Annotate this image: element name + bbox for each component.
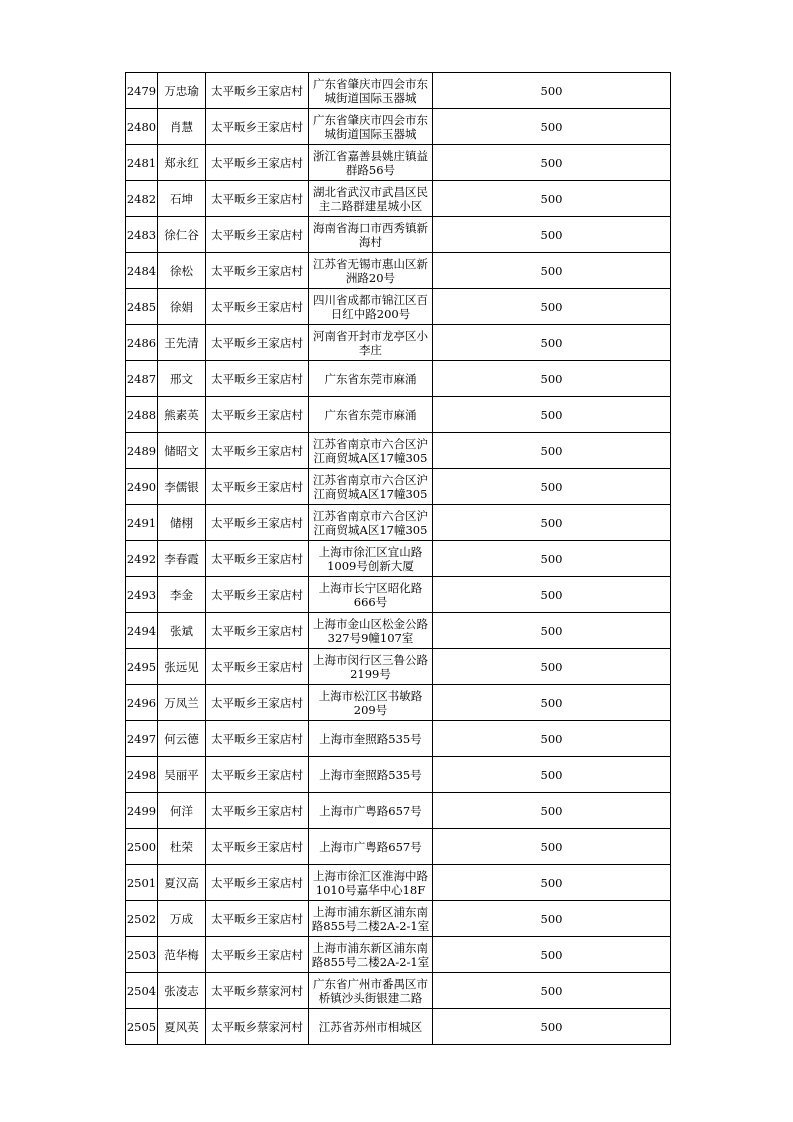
amount-cell: 500: [433, 829, 671, 865]
amount-cell: 500: [433, 217, 671, 253]
address-text: 浙江省嘉善县姚庄镇益群路56号: [313, 148, 428, 177]
name-cell: 熊素英: [158, 397, 206, 433]
table-row: [126, 757, 671, 793]
row-number-cell: 2496: [126, 685, 158, 721]
row-number-cell: 2487: [126, 361, 158, 397]
address-cell: [309, 397, 433, 433]
amount-cell: 500: [433, 973, 671, 1009]
table-row: [126, 469, 671, 505]
row-number-cell: 2497: [126, 721, 158, 757]
table-row: [126, 793, 671, 829]
table-row: [126, 181, 671, 217]
address-cell: [309, 505, 433, 541]
row-number-cell: 2484: [126, 253, 158, 289]
village-cell: 太平畈乡王家店村: [206, 253, 309, 289]
name-cell: 夏风英: [158, 1009, 206, 1045]
amount-cell: 500: [433, 181, 671, 217]
address-cell: [309, 109, 433, 145]
name-cell: 李金: [158, 577, 206, 613]
village-cell: 太平畈乡王家店村: [206, 937, 309, 973]
name-cell: 徐松: [158, 253, 206, 289]
address-cell: [309, 865, 433, 901]
name-cell: 张远见: [158, 649, 206, 685]
address-cell: [309, 289, 433, 325]
address-text: 河南省开封市龙亭区小李庄: [313, 328, 428, 357]
address-cell: [309, 145, 433, 181]
address-text: 上海市广粤路657号: [319, 803, 422, 818]
address-cell: [309, 73, 433, 109]
address-text: 上海市广粤路657号: [319, 839, 422, 854]
name-cell: 吴丽平: [158, 757, 206, 793]
amount-cell: 500: [433, 253, 671, 289]
table-row: [126, 973, 671, 1009]
amount-cell: 500: [433, 577, 671, 613]
village-cell: 太平畈乡王家店村: [206, 325, 309, 361]
name-cell: 李春霞: [158, 541, 206, 577]
amount-cell: 500: [433, 361, 671, 397]
address-text: 上海市徐汇区宜山路1009号创新大厦: [318, 544, 423, 573]
row-number-cell: 2494: [126, 613, 158, 649]
row-number-cell: 2498: [126, 757, 158, 793]
village-cell: 太平畈乡王家店村: [206, 361, 309, 397]
village-cell: 太平畈乡王家店村: [206, 73, 309, 109]
row-number-cell: 2490: [126, 469, 158, 505]
amount-cell: 500: [433, 865, 671, 901]
village-cell: 太平畈乡王家店村: [206, 577, 309, 613]
table-row: [126, 865, 671, 901]
address-text: 海南省海口市西秀镇新海村: [313, 220, 428, 249]
row-number-cell: 2500: [126, 829, 158, 865]
amount-cell: 500: [433, 613, 671, 649]
name-cell: 何洋: [158, 793, 206, 829]
village-cell: 太平畈乡王家店村: [206, 757, 309, 793]
address-text: 上海市徐汇区淮海中路1010号嘉华中心18F: [313, 868, 428, 897]
address-text: 广东省东莞市麻涌: [324, 371, 417, 386]
table-row: [126, 613, 671, 649]
address-cell: [309, 469, 433, 505]
address-text: 广东省东莞市麻涌: [324, 407, 417, 422]
row-number-cell: 2486: [126, 325, 158, 361]
name-cell: 万凤兰: [158, 685, 206, 721]
address-cell: [309, 613, 433, 649]
address-text: 江苏省苏州市相城区: [318, 1019, 423, 1034]
table-row: [126, 109, 671, 145]
village-cell: 太平畈乡王家店村: [206, 397, 309, 433]
row-number-cell: 2492: [126, 541, 158, 577]
address-cell: [309, 541, 433, 577]
amount-cell: 500: [433, 937, 671, 973]
address-cell: [309, 685, 433, 721]
row-number-cell: 2488: [126, 397, 158, 433]
address-cell: [309, 325, 433, 361]
table-row: [126, 829, 671, 865]
name-cell: 夏汉高: [158, 865, 206, 901]
village-cell: 太平畈乡王家店村: [206, 217, 309, 253]
name-cell: 万忠瑜: [158, 73, 206, 109]
address-cell: [309, 649, 433, 685]
address-text: 江苏省南京市六合区沪江商贸城A区17幢305: [313, 508, 428, 537]
address-text: 上海市长宁区昭化路666号: [318, 580, 423, 609]
table-row: [126, 397, 671, 433]
address-cell: [309, 937, 433, 973]
name-cell: 张斌: [158, 613, 206, 649]
amount-cell: 500: [433, 289, 671, 325]
row-number-cell: 2504: [126, 973, 158, 1009]
records-table: [125, 72, 671, 1045]
row-number-cell: 2493: [126, 577, 158, 613]
amount-cell: 500: [433, 145, 671, 181]
amount-cell: 500: [433, 1009, 671, 1045]
name-cell: 张凌志: [158, 973, 206, 1009]
table-row: [126, 289, 671, 325]
address-text: 广东省广州市番禺区市桥镇沙头街银建二路: [313, 976, 428, 1005]
name-cell: 石坤: [158, 181, 206, 217]
row-number-cell: 2505: [126, 1009, 158, 1045]
address-text: 四川省成都市锦江区百日红中路200号: [313, 292, 428, 321]
row-number-cell: 2499: [126, 793, 158, 829]
name-cell: 范华梅: [158, 937, 206, 973]
address-text: 上海市浦东新区浦东南路855号二楼2A-2-1室: [311, 940, 430, 969]
amount-cell: 500: [433, 433, 671, 469]
village-cell: 太平畈乡王家店村: [206, 865, 309, 901]
village-cell: 太平畈乡王家店村: [206, 289, 309, 325]
village-cell: 太平畈乡王家店村: [206, 433, 309, 469]
amount-cell: 500: [433, 541, 671, 577]
name-cell: 何云德: [158, 721, 206, 757]
village-cell: 太平畈乡王家店村: [206, 685, 309, 721]
address-cell: [309, 577, 433, 613]
table-row: [126, 1009, 671, 1045]
name-cell: 李儒银: [158, 469, 206, 505]
name-cell: 储栩: [158, 505, 206, 541]
village-cell: 太平畈乡王家店村: [206, 829, 309, 865]
address-cell: [309, 253, 433, 289]
table-row: [126, 721, 671, 757]
address-text: 上海市松江区书敏路209号: [318, 688, 423, 717]
address-cell: [309, 721, 433, 757]
village-cell: 太平畈乡王家店村: [206, 793, 309, 829]
row-number-cell: 2480: [126, 109, 158, 145]
table-row: [126, 505, 671, 541]
address-text: 上海市奎照路535号: [319, 767, 422, 782]
row-number-cell: 2501: [126, 865, 158, 901]
address-text: 江苏省无锡市惠山区新洲路20号: [313, 256, 428, 285]
table-row: [126, 937, 671, 973]
row-number-cell: 2489: [126, 433, 158, 469]
name-cell: 邢文: [158, 361, 206, 397]
village-cell: 太平畈乡王家店村: [206, 541, 309, 577]
village-cell: 太平畈乡王家店村: [206, 721, 309, 757]
address-cell: [309, 433, 433, 469]
row-number-cell: 2482: [126, 181, 158, 217]
table-row: [126, 577, 671, 613]
amount-cell: 500: [433, 505, 671, 541]
address-text: 湖北省武汉市武昌区民主二路群建星城小区: [313, 184, 428, 213]
address-text: 广东省肇庆市四会市东城街道国际玉器城: [313, 112, 428, 141]
row-number-cell: 2483: [126, 217, 158, 253]
name-cell: 储昭文: [158, 433, 206, 469]
address-text: 上海市金山区松金公路327号9幢107室: [313, 616, 428, 645]
row-number-cell: 2485: [126, 289, 158, 325]
amount-cell: 500: [433, 757, 671, 793]
name-cell: 万成: [158, 901, 206, 937]
table-row: [126, 253, 671, 289]
amount-cell: 500: [433, 325, 671, 361]
village-cell: 太平畈乡王家店村: [206, 145, 309, 181]
name-cell: 徐娟: [158, 289, 206, 325]
name-cell: 肖慧: [158, 109, 206, 145]
row-number-cell: 2491: [126, 505, 158, 541]
amount-cell: 500: [433, 469, 671, 505]
village-cell: 太平畈乡蔡家河村: [206, 1009, 309, 1045]
table-row: [126, 145, 671, 181]
address-cell: [309, 793, 433, 829]
table-row: [126, 901, 671, 937]
address-cell: [309, 181, 433, 217]
table-row: [126, 685, 671, 721]
row-number-cell: 2479: [126, 73, 158, 109]
table-row: [126, 649, 671, 685]
village-cell: 太平畈乡王家店村: [206, 505, 309, 541]
table-row: [126, 325, 671, 361]
address-cell: [309, 829, 433, 865]
address-cell: [309, 973, 433, 1009]
row-number-cell: 2495: [126, 649, 158, 685]
table-row: [126, 361, 671, 397]
village-cell: 太平畈乡王家店村: [206, 181, 309, 217]
village-cell: 太平畈乡王家店村: [206, 469, 309, 505]
row-number-cell: 2502: [126, 901, 158, 937]
address-cell: [309, 1009, 433, 1045]
address-cell: [309, 901, 433, 937]
village-cell: 太平畈乡王家店村: [206, 901, 309, 937]
address-cell: [309, 757, 433, 793]
address-text: 上海市闵行区三鲁公路2199号: [313, 652, 428, 681]
village-cell: 太平畈乡蔡家河村: [206, 973, 309, 1009]
amount-cell: 500: [433, 649, 671, 685]
address-text: 广东省肇庆市四会市东城街道国际玉器城: [313, 76, 428, 105]
amount-cell: 500: [433, 793, 671, 829]
address-text: 上海市浦东新区浦东南路855号二楼2A-2-1室: [311, 904, 430, 933]
amount-cell: 500: [433, 397, 671, 433]
name-cell: 杜荣: [158, 829, 206, 865]
records-table-body: [126, 73, 671, 1045]
table-row: [126, 433, 671, 469]
table-row: [126, 541, 671, 577]
village-cell: 太平畈乡王家店村: [206, 649, 309, 685]
amount-cell: 500: [433, 901, 671, 937]
address-text: 江苏省南京市六合区沪江商贸城A区17幢305: [313, 436, 428, 465]
address-text: 上海市奎照路535号: [319, 731, 422, 746]
amount-cell: 500: [433, 685, 671, 721]
village-cell: 太平畈乡王家店村: [206, 613, 309, 649]
table-row: [126, 73, 671, 109]
address-cell: [309, 361, 433, 397]
amount-cell: 500: [433, 109, 671, 145]
amount-cell: 500: [433, 721, 671, 757]
row-number-cell: 2481: [126, 145, 158, 181]
name-cell: 王先清: [158, 325, 206, 361]
village-cell: 太平畈乡王家店村: [206, 109, 309, 145]
table-row: [126, 217, 671, 253]
amount-cell: 500: [433, 73, 671, 109]
name-cell: 徐仁谷: [158, 217, 206, 253]
row-number-cell: 2503: [126, 937, 158, 973]
address-cell: [309, 217, 433, 253]
name-cell: 郑永红: [158, 145, 206, 181]
address-text: 江苏省南京市六合区沪江商贸城A区17幢305: [313, 472, 428, 501]
